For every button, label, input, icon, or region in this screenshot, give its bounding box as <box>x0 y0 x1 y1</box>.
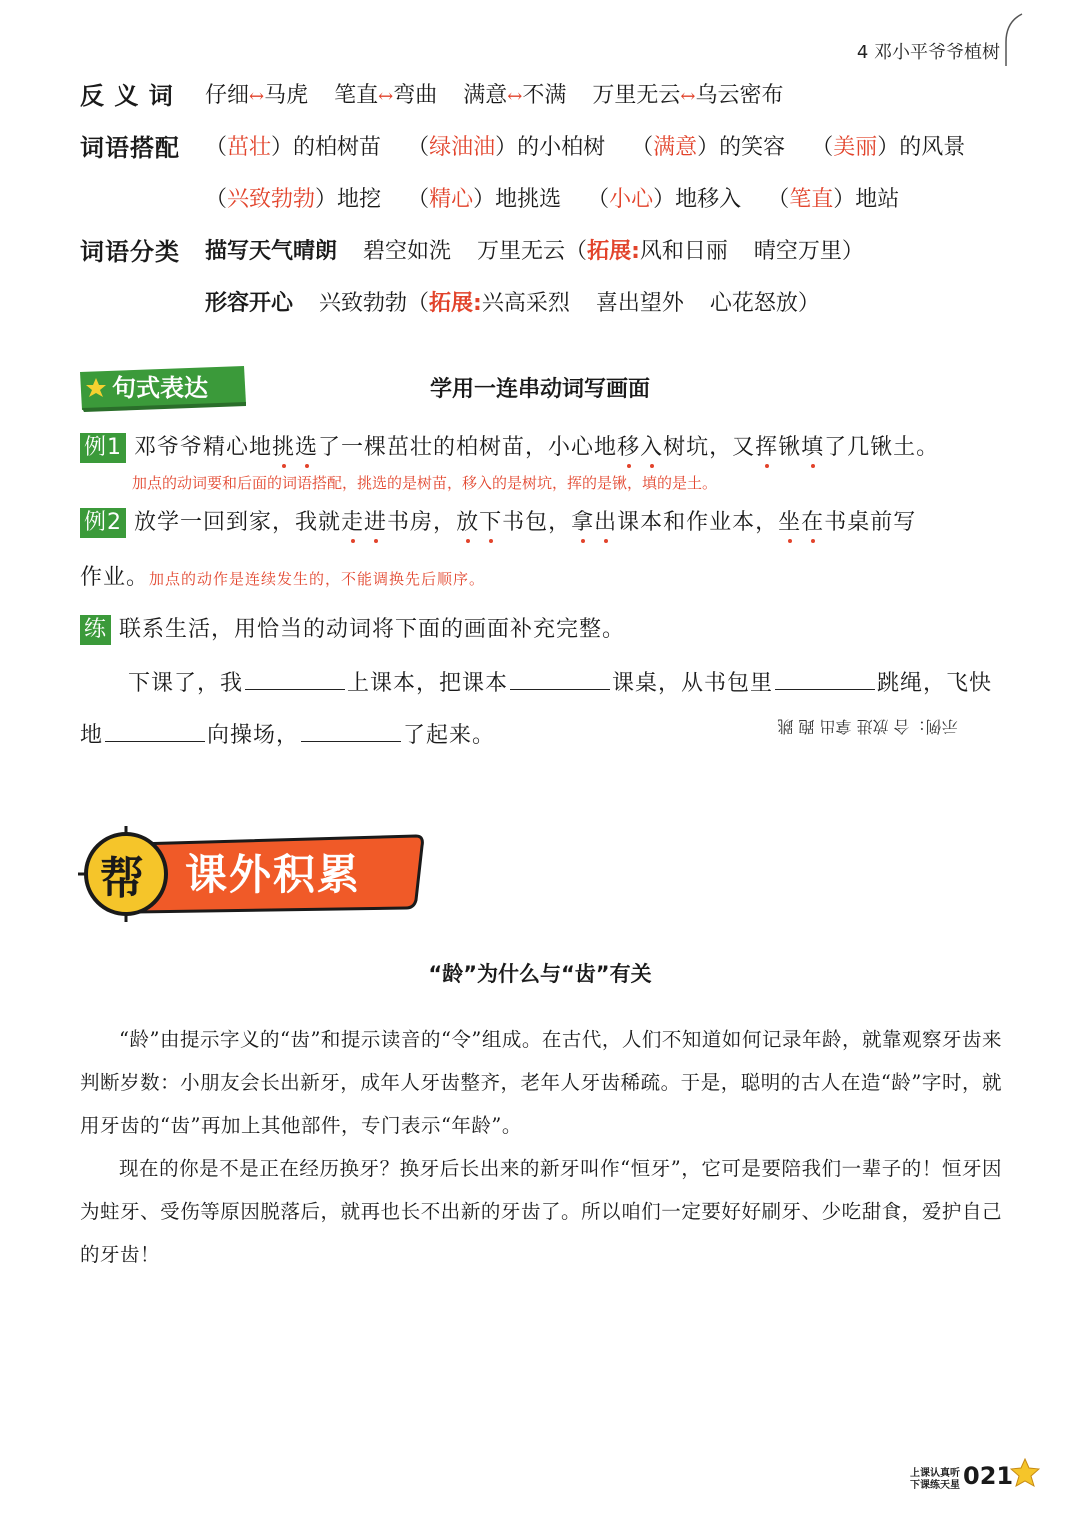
practice-text: 向操场， <box>207 723 300 748</box>
antonyms-row <box>0 76 1080 116</box>
collocation-rest: 地挖 <box>337 187 382 212</box>
collocation-rest: 地挑选 <box>495 187 562 212</box>
classification-word: 碧空如洗 <box>363 239 452 264</box>
article-paragraph-2: 现在的你是不是正在经历换牙？换牙后长出来的新牙叫作“恒牙”，它可是要陪我们一辈子的！恒牙因为蛀牙、受伤等原因脱落后，就再也长不出新的牙齿了。所以咱们一定要好好刷牙、少吃甜食，爱护自己的牙齿！ <box>80 1157 1002 1266</box>
classification-label: 词语分类 <box>80 238 180 266</box>
antonym-word: 不满 <box>522 83 567 108</box>
collocation-fill: 绿油油 <box>429 135 496 160</box>
antonyms-list <box>205 76 810 117</box>
dotted-char: 进 <box>364 510 388 535</box>
sentence-text: 锹 <box>778 435 802 460</box>
antonym-word: 满意 <box>463 83 508 108</box>
extension-label: 拓展: <box>587 239 640 264</box>
dotted-char: 挑 <box>272 435 296 460</box>
practice-text: 跳绳，飞快 <box>877 671 993 696</box>
dotted-char: 放 <box>456 510 480 535</box>
practice-text: 课桌，从书包里 <box>612 671 774 696</box>
dotted-char: 走 <box>341 510 365 535</box>
practice <box>80 612 625 645</box>
sentence-text: 课本和作业本， <box>617 510 779 535</box>
antonym-pair <box>463 76 566 117</box>
collocation-item <box>811 128 965 168</box>
example-2 <box>80 505 916 538</box>
classification-row-1 <box>0 232 1080 272</box>
practice-answer-upside-down: 示例：合 放进 拿出 跑 跳 <box>777 717 958 736</box>
dotted-char: 在 <box>801 510 825 535</box>
example-1-tag: 例1 <box>80 433 126 463</box>
sentence-text: 了几锹土。 <box>824 435 940 460</box>
classification-word: 兴致勃勃 <box>319 291 408 316</box>
extension-word: 风和日丽 <box>639 239 728 264</box>
collocation-item <box>631 128 785 168</box>
paren: （ <box>407 135 430 160</box>
antonym-word: 乌云密布 <box>695 83 784 108</box>
dotted-verb <box>617 435 663 460</box>
collocation-rest: 的笑容 <box>719 135 786 160</box>
collocation-item <box>205 128 381 168</box>
collocation-row-1 <box>0 128 1080 168</box>
dotted-char: 选 <box>295 435 319 460</box>
practice-text: 了起来。 <box>403 723 496 748</box>
paren: （ <box>205 187 228 212</box>
dotted-char: 挥 <box>755 435 779 460</box>
collocation-rest: 地站 <box>855 187 900 212</box>
example-1-text <box>134 435 939 460</box>
example-2-tag: 例2 <box>80 508 126 538</box>
sentence-banner-label: 句式表达 <box>112 374 208 402</box>
collocation-item <box>407 128 605 168</box>
paren: ） <box>653 187 676 212</box>
paren: ） <box>697 135 720 160</box>
dotted-char: 坐 <box>778 510 802 535</box>
paren: ） <box>473 187 496 212</box>
collocation-fill: 小心 <box>609 187 654 212</box>
corner-curve-decoration <box>1004 12 1024 68</box>
sentence-text: 书桌前写 <box>824 510 917 535</box>
collocation-item <box>205 180 381 220</box>
double-arrow-icon: ↔ <box>378 86 394 107</box>
collocation-fill: 兴致勃勃 <box>227 187 316 212</box>
answer-blank <box>301 719 401 742</box>
dotted-verb <box>341 510 387 535</box>
collocation-rest: 的小柏树 <box>517 135 606 160</box>
dotted-char: 入 <box>640 435 664 460</box>
paren: ） <box>271 135 294 160</box>
classification-word: 万里无云 <box>477 239 566 264</box>
classification-category: 形容开心 <box>205 291 294 316</box>
example-2-text <box>134 510 916 535</box>
antonym-word: 仔细 <box>205 83 250 108</box>
footer-slogan <box>906 1468 960 1492</box>
collocation-item <box>767 180 899 220</box>
answer-blank <box>510 667 610 690</box>
practice-text: 下课了，我 <box>128 671 244 696</box>
article-paragraph-1: “龄”由提示字义的“齿”和提示读音的“令”组成。在古代，人们不知道如何记录年龄，就靠观察牙齿来判断岁数：小朋友会长出新牙，成年人牙齿整齐，老年人牙齿稀疏。于是，聪明的古人在造“龄”字时，就用牙齿的“齿”再加上其他部件，专门表示“年龄”。 <box>80 1028 1002 1137</box>
extension-word: 兴高采烈 <box>481 291 570 316</box>
extension-word: 喜出望外 <box>595 291 684 316</box>
paren: （ <box>407 291 430 316</box>
dotted-char: 拿 <box>571 510 595 535</box>
antonym-pair <box>592 76 783 117</box>
practice-instruction: 联系生活，用恰当的动词将下面的画面补充完整。 <box>119 617 626 642</box>
example-2-line-2 <box>80 560 485 591</box>
antonyms-label: 反 义 词 <box>80 82 174 110</box>
collocation-fill: 笔直 <box>789 187 834 212</box>
sentence-text: 树坑，又 <box>663 435 756 460</box>
example-2-note: 加点的动作是连续发生的，不能调换先后顺序。 <box>149 570 486 588</box>
dotted-verb <box>571 510 617 535</box>
double-arrow-icon: ↔ <box>507 86 523 107</box>
sentence-text: 书包， <box>502 510 572 535</box>
practice-text: 上课本，把课本 <box>347 671 509 696</box>
paren: （ <box>631 135 654 160</box>
dotted-char: 下 <box>479 510 503 535</box>
answer-blank <box>775 667 875 690</box>
example-2-tail: 作业。 <box>80 565 150 590</box>
collocation-fill: 美丽 <box>833 135 878 160</box>
paren: （ <box>811 135 834 160</box>
dotted-verb <box>272 435 318 460</box>
antonym-word: 万里无云 <box>592 83 681 108</box>
dotted-char: 出 <box>594 510 618 535</box>
collocation-rest: 地移入 <box>675 187 742 212</box>
collocation-fill: 精心 <box>429 187 474 212</box>
antonym-pair <box>205 76 308 117</box>
dotted-verb <box>801 435 824 460</box>
antonym-word: 笔直 <box>334 83 379 108</box>
paren: ） <box>797 291 820 316</box>
classification-list-1 <box>205 232 864 272</box>
practice-line-1 <box>128 666 992 697</box>
paren: ） <box>877 135 900 160</box>
paren: （ <box>407 187 430 212</box>
antonym-pair <box>334 76 437 117</box>
classification-category: 描写天气晴朗 <box>205 239 338 264</box>
sentence-text: 放学一回到家，我就 <box>134 510 342 535</box>
extension-word: 心花怒放 <box>709 291 798 316</box>
extra-banner-char: 帮 <box>100 853 144 904</box>
paren: ） <box>315 187 338 212</box>
dotted-verb <box>778 510 824 535</box>
dotted-verb <box>456 510 502 535</box>
answer-blank <box>105 719 205 742</box>
collocation-rest: 的柏树苗 <box>293 135 382 160</box>
dotted-verb <box>755 435 778 460</box>
sentence-text: 书房， <box>387 510 457 535</box>
classification-row-2 <box>0 284 1080 324</box>
section-title: 学用一连串动词写画面 <box>429 377 650 402</box>
paren: ） <box>495 135 518 160</box>
antonym-word: 弯曲 <box>393 83 438 108</box>
paren: （ <box>767 187 790 212</box>
collocation-label: 词语搭配 <box>80 134 180 162</box>
paren: ） <box>841 239 864 264</box>
page-number: 021 <box>963 1462 1014 1490</box>
sentence-text: 了一棵茁壮的柏树苗，小心地 <box>318 435 618 460</box>
dotted-char: 移 <box>617 435 641 460</box>
collocation-fill: 满意 <box>653 135 698 160</box>
paren: （ <box>205 135 228 160</box>
star-mascot-icon <box>1010 1458 1040 1488</box>
collocation-rest: 的风景 <box>899 135 966 160</box>
practice-text: 地 <box>80 723 104 748</box>
example-1 <box>80 430 939 463</box>
collocation-item <box>407 180 561 220</box>
chapter-title: 4 邓小平爷爷植树 <box>856 42 1000 63</box>
practice-line-2 <box>80 718 495 749</box>
article-title: “龄”为什么与“齿”有关 <box>428 962 652 986</box>
collocation-fill: 茁壮 <box>227 135 272 160</box>
paren: （ <box>565 239 588 264</box>
collocation-row-2 <box>0 180 1080 220</box>
classification-list-2 <box>205 284 820 324</box>
practice-tag: 练 <box>80 615 111 645</box>
sentence-text: 邓爷爷精心地 <box>134 435 273 460</box>
extension-word: 晴空万里 <box>753 239 842 264</box>
slogan-line-1: 上课认真听 <box>910 1468 960 1479</box>
collocation-item <box>587 180 741 220</box>
collocation-list-1 <box>205 128 991 168</box>
extra-banner-label: 课外积累 <box>185 850 362 899</box>
paren: ） <box>833 187 856 212</box>
double-arrow-icon: ↔ <box>249 86 265 107</box>
double-arrow-icon: ↔ <box>680 86 696 107</box>
answer-blank <box>245 667 345 690</box>
extension-label: 拓展: <box>429 291 482 316</box>
slogan-line-2: 下课练天星 <box>910 1480 960 1491</box>
dotted-char: 填 <box>801 435 825 460</box>
collocation-list-2 <box>205 180 925 220</box>
example-1-note: 加点的动词要和后面的词语搭配，挑选的是树苗，移入的是树坑，挥的是锹，填的是土。 <box>132 474 718 492</box>
antonym-word: 马虎 <box>264 83 309 108</box>
paren: （ <box>587 187 610 212</box>
